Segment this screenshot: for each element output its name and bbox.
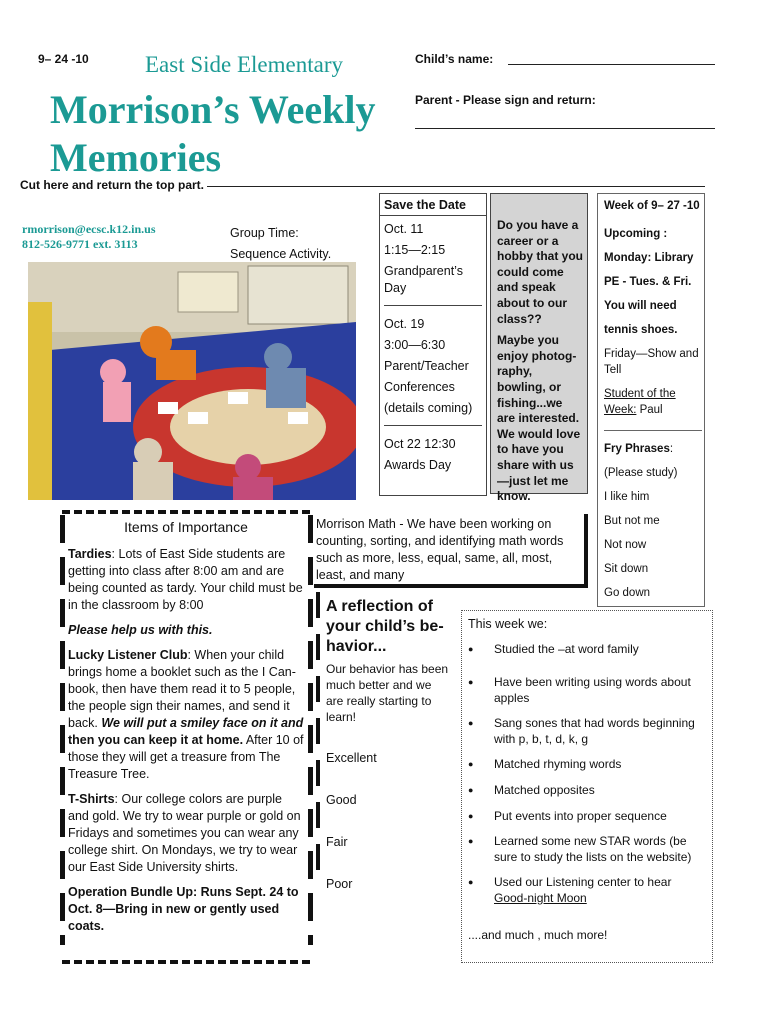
- child-name-field[interactable]: [508, 64, 715, 65]
- cut-line-label: Cut here and return the top part.: [20, 178, 205, 192]
- fry-phrases-label: Fry Phrases: [604, 443, 670, 455]
- treasure-note: After 10 of those they will get a treasure from The Treasure Tree.: [68, 733, 304, 781]
- bundle-text: : Runs Sept. 24 to Oct. 8—Bring in new or gently used coats.: [68, 885, 299, 933]
- list-item: ● Studied the –at word family: [468, 641, 708, 657]
- newsletter-title: [50, 86, 376, 182]
- child-name-label: Child’s name:: [415, 52, 494, 66]
- school-name: East Side Elementary: [145, 52, 343, 77]
- math-text: Morrison Math - We have been working on counting, sorting, and identifying math words such as more, less, equal, same, all, most, least, and many: [316, 517, 564, 582]
- dashed-border-top: [62, 510, 310, 514]
- fry-phrase: Not now: [604, 539, 647, 551]
- dashed-border-right: [308, 515, 313, 945]
- title-line-2: Memories: [50, 135, 222, 180]
- tshirt-label: T-Shirts: [68, 792, 115, 806]
- list-item: ● Matched opposites: [468, 782, 708, 798]
- divider: [604, 430, 702, 431]
- date-item: (details coming): [384, 401, 473, 415]
- group-time-line1: Group Time:: [230, 226, 299, 240]
- this-week-closing: ....and much , much more!: [468, 928, 608, 942]
- date-item: Parent/Teacher: [384, 359, 469, 373]
- fry-phrase: But not me: [604, 515, 660, 527]
- group-time-line2: Sequence Activity.: [230, 247, 332, 261]
- teacher-email[interactable]: rmorrison@ecsc.k12.in.us: [22, 222, 156, 236]
- fry-phrase: Go down: [604, 587, 651, 599]
- divider: [379, 215, 486, 216]
- date-item: Awards Day: [384, 458, 452, 472]
- items-title: Items of Importance: [124, 519, 248, 535]
- this-week-title: This week we:: [468, 617, 548, 631]
- date-item: Oct. 11: [384, 222, 424, 236]
- tardies-label: Tardies: [68, 547, 112, 561]
- fry-note: (Please study): [604, 467, 678, 479]
- parent-sign-label: Parent - Please sign and return:: [415, 93, 596, 107]
- behavior-rating: Good: [326, 793, 357, 807]
- date-item: Oct 22 12:30: [384, 437, 456, 451]
- student-of-week-label: Student of the Week:: [604, 388, 676, 416]
- reflection-border-left: [316, 592, 320, 882]
- tardies-text: : Lots of East Side students are getting into class after 8:00 am and are being counted as tardy. Your child must be in the classroom by 8:00: [68, 547, 303, 612]
- tshirt-text: : Our college colors are purple and gold. We try to wear purple or gold on Fridays and sometimes you can wear any college shirt. On Mondays, we try to wear our East Side University shirts.: [68, 792, 301, 874]
- fry-phrase: I like him: [604, 491, 650, 503]
- pe-days: PE - Tues. & Fri.: [604, 276, 692, 288]
- reflection-text: Our behavior has been much better and we are really starting to learn!: [326, 662, 449, 724]
- smiley-note: We will put a smiley face on it and: [101, 716, 304, 730]
- hobby-question: Do you have a career or a hobby that you could come and speak about to our class??: [497, 218, 583, 326]
- date-item: 3:00—6:30: [384, 338, 446, 352]
- need-note: You will need: [604, 300, 677, 312]
- this-week-list: [468, 641, 708, 915]
- divider: [384, 425, 482, 426]
- list-item: ● Sang sones that had words beginning with p, b, t, d, k, g: [468, 715, 708, 747]
- keep-note: then you can keep it at home.: [68, 733, 244, 747]
- listener-label: Lucky Listener Club: [68, 648, 188, 662]
- date-item: Conferences: [384, 380, 455, 394]
- parent-sign-field[interactable]: [415, 128, 715, 129]
- hobby-request-box: [490, 193, 588, 504]
- classroom-photo: [28, 262, 356, 500]
- teacher-phone: 812-526-9771 ext. 3113: [22, 237, 138, 251]
- save-the-date-title: Save the Date: [384, 198, 466, 212]
- list-item: ● Used our Listening center to hear Good-night Moon: [468, 874, 708, 906]
- date-item: Oct. 19: [384, 317, 425, 331]
- group-time: [230, 225, 331, 263]
- list-item: ● Have been writing using words about apples: [468, 674, 708, 706]
- dashed-border-left: [60, 515, 65, 945]
- date-item: 1:15—2:15: [384, 243, 446, 257]
- cut-line: [207, 186, 705, 187]
- divider: [384, 305, 482, 306]
- dashed-border-bottom: [62, 960, 310, 964]
- fry-phrase: Sit down: [604, 563, 649, 575]
- behavior-rating: Fair: [326, 835, 348, 849]
- show-and-tell: Friday—Show and Tell: [604, 348, 699, 376]
- upcoming-label: Upcoming :: [604, 228, 668, 240]
- behavior-rating: Excellent: [326, 751, 377, 765]
- week-of-title: Week of 9– 27 -10: [604, 200, 700, 212]
- behavior-rating: Poor: [326, 877, 353, 891]
- week-of-column: Week of 9– 27 -10 Upcoming : Monday: Library PE - Tues. & Fri. You will need tennis shoes. Friday—Show and Tell Student of the Week: Paul Fry Phrases: (Please study) I like him But not me Not now Sit down Go down: [604, 198, 704, 601]
- student-of-week-name: Paul: [639, 404, 663, 416]
- items-of-importance: [68, 519, 304, 935]
- date-item: Grandparent’s Day: [384, 264, 463, 295]
- student-of-week: [604, 386, 704, 418]
- hobby-invitation: Maybe you enjoy photog-raphy, bowling, or fishing...we are interested. We would love to have you share with us—just let me know.: [497, 333, 581, 504]
- listener-text: : When your child brings home a booklet such as the I Can-book, then have them read it to 5 people, the people sign their names, and send it back.: [68, 648, 296, 730]
- bundle-label: Operation Bundle Up: [68, 885, 193, 899]
- goodnight-moon-link: Good-night Moon: [494, 891, 587, 905]
- list-item: ● Put events into proper sequence: [468, 808, 708, 824]
- title-line-1: Morrison’s Weekly: [50, 87, 376, 132]
- list-item: ● Matched rhyming words: [468, 756, 708, 772]
- save-the-date-list: [384, 221, 484, 474]
- shoes-note: tennis shoes.: [604, 324, 678, 336]
- library-day: Monday: Library: [604, 252, 694, 264]
- list-item: ● Learned some new STAR words (be sure to study the lists on the website): [468, 833, 708, 865]
- contact-info: [22, 222, 156, 252]
- reflection-title: A reflection of your child’s be-havior...: [326, 598, 444, 655]
- issue-date: 9– 24 -10: [38, 52, 89, 66]
- help-note: Please help us with this.: [68, 623, 213, 637]
